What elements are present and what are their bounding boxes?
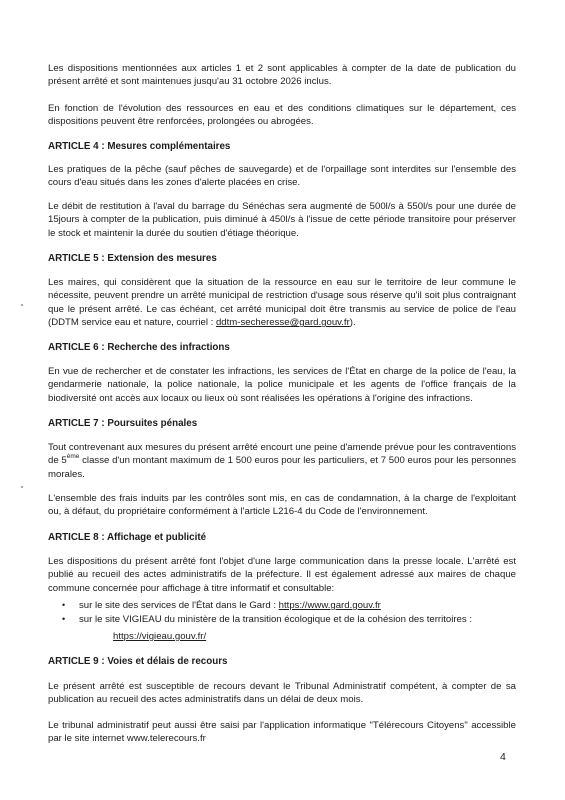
email-link[interactable]: ddtm-secheresse@gard.gouv.fr	[215, 317, 350, 329]
vigieau-link[interactable]: https://vigieau.gouv.fr/	[113, 631, 207, 642]
article-8-heading: ARTICLE 8 : Affichage et publicité	[48, 532, 207, 543]
article-9-heading: ARTICLE 9 : Voies et délais de recours	[48, 656, 228, 667]
article-6-heading: ARTICLE 6 : Recherche des infractions	[48, 342, 230, 353]
article-6-paragraph-1: En vue de rechercher et de constater les infractions, les services de l'État en charge de la police de l'eau, la gendarmerie nationale, la police nationale, la police municipale et les agents de l'office français de la biodiversité ont accès aux locaux ou lieux où sont réalisées les opérations à l'origine des infractions.	[48, 366, 516, 404]
article-5-paragraph-1: Les maires, qui considèrent que la situation de la ressource en eau sur le territoire de leur commune le nécessite, peuvent prendre un arrêté municipal de restriction d'usage sous réserve qu'il soit plus contraignant que le présent arrêté. Le cas échéant, cet arrêté municipal doit être transmis au service de police de l'eau (DDTM service eau et nature, courriel : ddtm-secheresse@gard.gouv.fr).	[48, 277, 516, 329]
article-5-heading: ARTICLE 5 : Extension des mesures	[48, 253, 217, 264]
article-4-paragraph-1: Les pratiques de la pêche (sauf pêches de sauvegarde) et de l'orpaillage sont interdites sur l'ensemble des cours d'eau situés dans les zones d'alerte placées en crise.	[48, 164, 516, 189]
article-4-paragraph-2: Le débit de restitution à l'aval du barrage du Sénéchas sera augmenté de 500l/s à 550l/s pour une durée de 15jours à compter de la publication, puis diminué à 450l/s à l'issue de cette période transitoire pour préserver le stock et maintenir la durée du soutien d'étiage théorique.	[48, 201, 516, 239]
superscript-eme: ème	[66, 453, 80, 461]
article-9-paragraph-1: Le présent arrêté est susceptible de recours devant le Tribunal Administratif compétent, à compter de sa publication au recueil des actes administratifs dans un délai de deux mois.	[48, 681, 516, 706]
scan-speck	[21, 304, 23, 306]
bullet-icon: •	[62, 614, 66, 624]
intro-paragraph-2: En fonction de l'évolution des ressources en eau et des conditions climatiques sur le département, ces dispositions peuvent être renforcées, prolongées ou abrogées.	[48, 103, 516, 128]
article-8-paragraph-1: Les dispositions du présent arrêté font l'objet d'une large communication dans la presse locale. L'arrêté est publié au recueil des actes administratifs de la préfecture. Il est également adressé aux maires de chaque commune concernée pour affichage à titre informatif et consultable:	[48, 556, 516, 594]
article-7-paragraph-2: L'ensemble des frais induits par les contrôles sont mis, en cas de condamnation, à la charge de l'exploitant ou, à défaut, du propriétaire conformément à l'article L216-4 du Code de l'environnement.	[48, 493, 516, 518]
scan-speck	[21, 486, 23, 488]
article-7-paragraph-1: Tout contrevenant aux mesures du présent arrêté encourt une peine d'amende prévue pour les contraventions de 5ème classe d'un montant maximum de 1 500 euros pour les particuliers, et 7 500 euros pour les personnes morales.	[48, 442, 516, 480]
gard-link[interactable]: https://www.gard.gouv.fr	[278, 600, 381, 611]
article-9-paragraph-2: Le tribunal administratif peut aussi être saisi par l'application informatique "Télérecours Citoyens" accessible par le site internet www.telerecours.fr	[48, 720, 516, 745]
bullet-item-vigieau: sur le site VIGIEAU du ministère de la transition écologique et de la cohésion des territoires :	[79, 614, 473, 625]
bullet-item-gard: sur le site des services de l'État dans le Gard : https://www.gard.gouv.fr	[79, 600, 381, 611]
page-number: 4	[500, 751, 506, 763]
bullet-icon: •	[62, 600, 66, 610]
intro-paragraph-1: Les dispositions mentionnées aux articles 1 et 2 sont applicables à compter de la date de publication du présent arrêté et sont maintenues jusqu'au 31 octobre 2026 inclus.	[48, 63, 516, 88]
article-4-heading: ARTICLE 4 : Mesures complémentaires	[48, 141, 231, 152]
article-7-heading: ARTICLE 7 : Poursuites pénales	[48, 418, 198, 429]
